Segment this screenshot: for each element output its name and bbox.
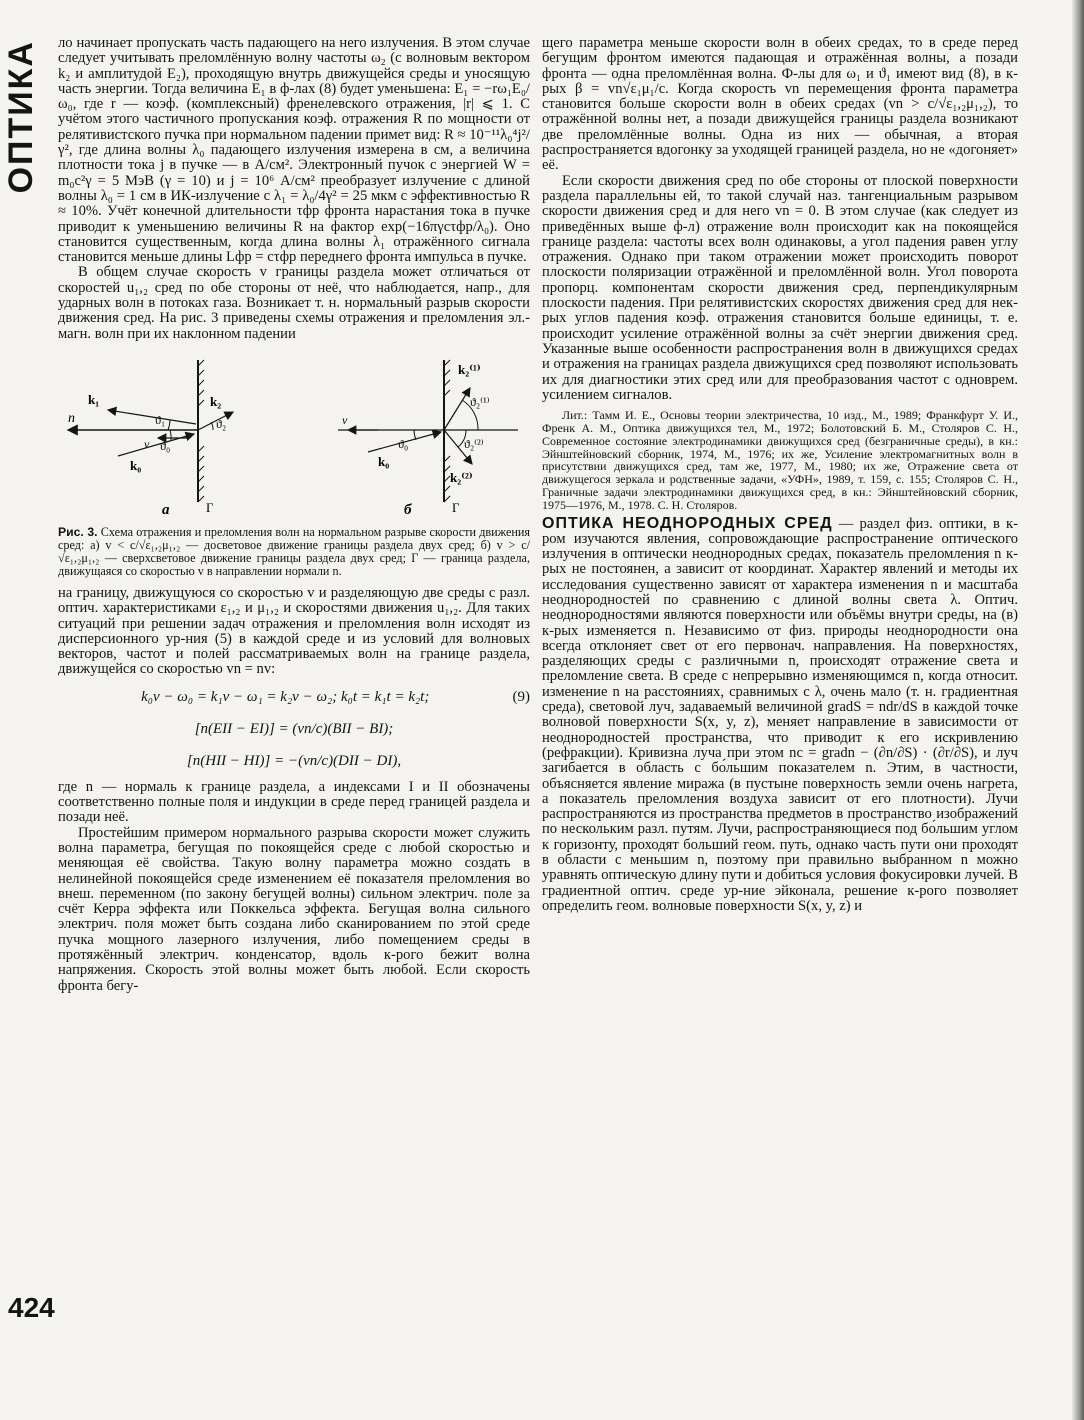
equation-text: [n(EII − EI)] = (vn/c)(BII − BI); [194,720,394,737]
entry-title: ОПТИКА НЕОДНОРОДНЫХ СРЕД [542,514,833,532]
equation-number: (9) [512,688,530,705]
panel-a-label: а [162,501,170,518]
paragraph: Если скорости движения сред по обе стороны от плоской поверхности раздела параллельны ей, то такой случай наз. тангенциальным разрывом скорости движения сред и для него vn = 0. В этом случае (как следует из приведённых выше ф-л) отражение волн происходит как на покоящейся границе раздела: частоты всех волн одинаковы, а угол падения равен углу отражения. Однако при таком отражении может происходить поворот плоскости поляризации отражённой и преломлённой волн. Угол поворота пропорц. компонентам скорости движения сред, перпендикулярным плоскости падения. При релятивистских скоростях движения сред для нек-рых углов падения коэф. отражения становится больше единицы, т. е. происходит усиление отражённой волны за счёт энергии движения сред. Указанные выше особенности распространения волн в движущихся средах и отражения на границах раздела движущихся сред позволяют использовать их для диагностики этих сред или для преобразования частот с одноврем. усилением сигналов. [542,172,1018,403]
left-column [58,36,530,994]
label-theta2: ϑ₂ [216,416,227,431]
panel-a [68,360,233,518]
figure-3-diagram [58,352,530,522]
label-k2-2: k₂⁽²⁾ [450,469,473,485]
paragraph: В общем случае скорость v границы раздела может отличаться от скоростей u₁,₂ сред по обе стороны от неё, что наблюдается, напр., для ударных волн в потоках газа. Возникает т. н. нормальный разрыв скорости движения сред. На рис. 3 приведены схемы отражения и преломления эл.-магн. волн при их наклонном падении [58,264,530,342]
entry-text: — раздел физ. оптики, в к-ром изучаются явления, сопровождающие распространение оптического излучения в оптически неоднородных средах, показатель преломления n к-рых не постоянен, а зависит от координат. Характер явлений и методы их исследования существенно зависят от характера изменения n и масштаба неоднородностей по сравнению с длиной волны света λ. Оптич. неоднородностями являются поверхности или объёмы внутри среды, на (в) к-рых изменяется n. Независимо от физ. природы неоднородности она всегда отклоняет свет от его первонач. направления. На поверхностях, разделяющих среды с различными n, происходят отражение света и преломление света. В среде с непрерывно изменяющимся n, когда относит. изменение n на расстояниях, сравнимых с λ, очень мало (т. н. градиентная среда), световой луч, задаваемый величиной gradS = ndr/dS в каждой точке волновой поверхности S(x, y, z), меняет направление в зависимости от неоднородностей пространства, что приводит к его искривлению (рефракции). Кривизна луча при этом nc = gradn − (∂n/∂S) · (∂r/∂S), и луч загибается в область с бо́льшим показателем n. Этим, в частности, объясняется явление миража (в пустыне поверхность земли очень нагрета, а показатель преломления воздуха зависит от его плотности). Лучи распространяются из пространства предметов в пространство изображений по нескольким разл. путям. Лучи, распространяющиеся под бо́льшим углом к горизонту, проходят больший геом. путь, однако часть пути они проходят в области с меньшим n, поэтому при правильно выбранном n можно уравнять оптическую длину пути и добиться условия фокусировки лучей. В градиентной оптич. среде ур-ние эйконала, решение к-рого позволяет определить геом. волновые поверхности S(x, y, z) и [542,515,1018,914]
panel-b-label: б [404,501,412,518]
label-k0: k₀ [378,453,390,469]
paragraph: Простейшим примером нормального разрыва скорости может служить волна параметра, бегущая по покоящейся среде с любой скоростью и меняющая её свойства. Такую волну параметра можно создать в нелинейной покоящейся среде изменением её показателя преломления во внеш. переменном (по закону бегущей волны) сильном электрич. поле за счёт Керра эффекта или Поккельса эффекта. Бегущая волна сильного электрич. поля может быть создана либо сканированием по этой среде пучка мощного лазерного излучения, либо помещением среды в протяжённый электрич. конденсатор, вдоль к-рого бежит волна напряжения. Скорость этой волны может быть любой. Если скорость фронта бегу- [58,824,530,994]
literature-references: Лит.: Тамм И. Е., Основы теории электричества, 10 изд., М., 1989; Франкфурт У. И., Френк А. М., Оптика движущихся тел, М., 1972; Болотовский Б. М., Столяров С. Н., Современное состояние электродинамики движущихся сред (безграничные среды), в кн.: Эйнштейновский сборник, 1974, М., 1976; их же, Усиление электромагнитных волн в присутствии движущихся сред, там же, 1977, М., 1980; их же, Отражение света от движущегося зеркала и родственные задачи, «УФН», 1989, т. 159, с. 155; Столяров С. Н., Граничные задачи электродинамики движущихся сред, в кн.: Эйнштейновский сборник, 1975—1976, М., 1978. С. Н. Столяров. [542,408,1018,512]
encyclopedia-entry [542,516,1018,915]
label-v: v [144,436,150,451]
caption-text: Схема отражения и преломления волн на нормальном разрыве скорости движения сред: а) v < c/√ε₁,₂μ₁,₂ — досветовое движение границы раздела двух сред; б) v > c/√ε₁,₂μ₁,₂ — сверхсветовое движение границы раздела двух сред; Г — граница раздела, движущаяся со скоростью v в направлении нормали n. [58,524,531,578]
label-gamma: Г [452,499,460,515]
figure-3 [58,352,530,522]
label-k2: k₂ [210,393,222,409]
paragraph: где n — нормаль к границе раздела, а индексами I и II обозначены соответственно полные поля и индукции в среде перед границей раздела и позади неё. [58,778,530,826]
label-k1: k₁ [88,391,100,407]
label-v: v [342,412,348,427]
label-theta1: ϑ₁ [155,412,166,427]
label-k0: k₀ [130,457,142,473]
equation-line: k₀v − ω₀ = k₁v − ω₁ = k₂v − ω₂; k₀t = k₁t = k₂t; [141,688,430,705]
label-theta2-1: ϑ₂⁽¹⁾ [470,394,490,409]
paragraph: щего параметра меньше скорости волн в обеих средах, то в среде перед бегущим фронтом имеются падающая и отражённая волны, а позади фронта — одна преломлённая волна. Ф-лы для ω₁ и ϑ₁ имеют вид (8), в к-рых β = vn√ε₁μ₁/c. Когда скорость vn перемещения фронта параметра становится больше скорости волн в обеих средах (vn > c/√ε₁,₂μ₁,₂), то отражённой волны нет, а позади движущейся границы раздела возникают две преломлённые волны. Одна из них — обычная, а вторая распространяется вдогонку за уходящей границей раздела, но не «догоняет» её. [542,35,1018,174]
paragraph: на границу, движущуюся со скоростью v и разделяющую две среды с разл. оптич. характеристиками ε₁,₂ и μ₁,₂ и скоростями движения u₁,₂. Для таких ситуаций при решении задач отражения и преломления волн исходят из дисперсионного ур-ния (5) в каждой среде и из условий для волновых векторов, частот и полей рассматриваемых волн на границе раздела, движущейся со скоростью vn = nv: [58,584,530,678]
label-k2-1: k₂⁽¹⁾ [458,361,481,377]
panel-b [338,360,518,518]
label-theta0: ϑ₀ [398,436,409,451]
equation-line-3 [58,748,530,774]
page-edge-shadow [1072,0,1084,1420]
equation-9 [58,684,530,710]
paragraph: ло начинает пропускать часть падающего на него излучения. В этом случае следует учитывать преломлённую волну частоты ω₂ (с волновым вектором k₂ и амплитудой E₂), проходящую внутрь движущейся среды и уносящую часть энергии. Тогда величина E₁ в ф-лах (8) будет уменьшена: E₁ = −rω₁E₀/ω₀, где r — коэф. (комплексный) френелевского отражения, |r| ⩽ 1. С учётом этого частичного пропускания коэф. отражения R по мощности от релятивистского пучка при нормальном падении примет вид: R ≈ 10⁻¹¹λ₀⁴j²/γ², где длина волны λ₀ падающего излучения измерена в см, а величина плотности тока j в пучке — в А/см². Электронный пучок с энергией W = m₀c²γ = 5 МэВ (γ = 10) и j = 10⁶ А/см² преобразует излучение с длиной волны λ₀ = 1 см в ИК-излучение с λ₁ = λ₀/4γ² = 25 мкм с эффективностью R ≈ 10%. Учёт конечной длительности τфр фронта нарастания тока в пучке приводит к уменьшению величины R на фактор exp(−16πγcτфр/λ₀). Оно становится существенным, когда длина волны λ₁ отражённого сигнала становится меньше длины Lфр = cτфр переднего фронта импульса в пучке. [58,35,530,266]
label-theta0: ϑ₀ [160,438,171,453]
right-column [542,36,1018,914]
label-gamma: Г [206,499,214,515]
label-theta2-2: ϑ₂⁽²⁾ [464,436,484,451]
running-head: ОПТИКА [2,40,40,194]
equation-line-2 [58,716,530,742]
equation-text: [n(HII − HI)] = −(vn/c)(DII − DI), [186,752,402,769]
page-number: 424 [8,1292,55,1323]
figure-caption [58,526,530,578]
caption-label: Рис. 3. [58,524,98,539]
label-n: n [68,410,75,426]
